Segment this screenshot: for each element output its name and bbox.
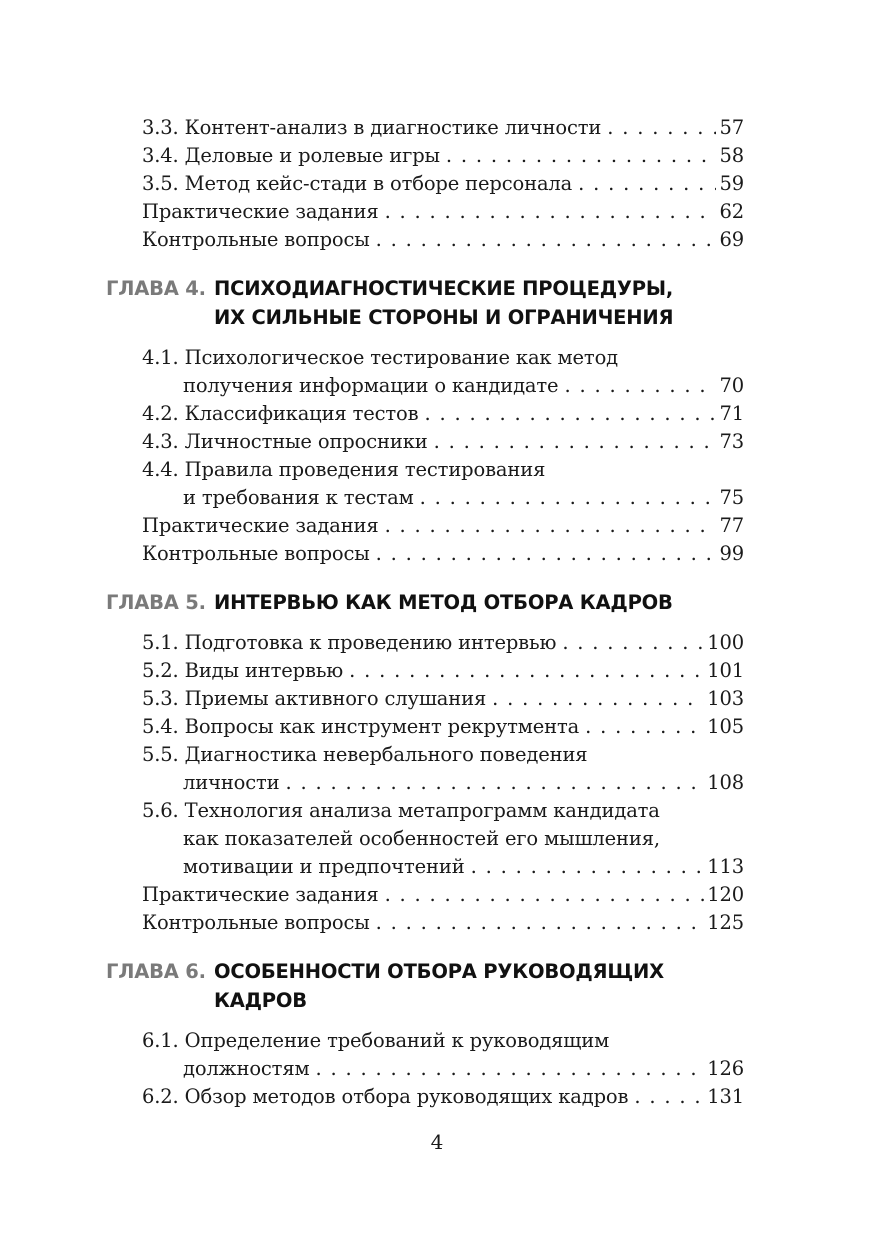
toc-entry-line: [142, 428, 744, 456]
toc-entry-line: [142, 512, 744, 540]
toc-entry-text: 3.5. Метод кейс-стади в отборе персонала: [142, 172, 573, 195]
toc-entry[interactable]: [142, 456, 744, 512]
dot-leader: [585, 713, 704, 741]
toc-entry-text: Практические задания: [142, 514, 379, 537]
toc-entry-line: [142, 1083, 744, 1111]
toc-entry[interactable]: [142, 1027, 744, 1083]
toc-entry-line: [142, 769, 744, 797]
chapter-title-line: ПСИХОДИАГНОСТИЧЕСКИЕ ПРОЦЕДУРЫ,: [214, 277, 674, 300]
toc-entry-text: 5.3. Приемы активного слушания: [142, 687, 487, 710]
toc-entry[interactable]: [142, 226, 744, 254]
toc-entry-text: 5.2. Виды интервью: [142, 659, 344, 682]
toc-entry-line: [142, 713, 744, 741]
dot-leader: [564, 372, 716, 400]
toc-entry[interactable]: [142, 540, 744, 568]
toc-entry-text: Практические задания: [142, 883, 379, 906]
toc-entry[interactable]: [142, 741, 744, 797]
toc-entry-line: [142, 226, 744, 254]
page-number: 4: [430, 1130, 444, 1154]
toc-entry-text: 4.4. Правила проведения тестирования: [142, 458, 546, 481]
toc-entry-line: [142, 114, 744, 142]
toc-entry-text: 5.4. Вопросы как инструмент рекрутмента: [142, 715, 580, 738]
chapter-title-line: КАДРОВ: [214, 989, 307, 1012]
chapter-label: ГЛАВА 6.: [106, 960, 206, 983]
toc-entry-page: 57: [719, 116, 744, 139]
dot-leader: [492, 685, 704, 713]
chapter-heading: [106, 274, 786, 332]
toc-entry-line: [142, 629, 744, 657]
dot-leader: [286, 769, 705, 797]
toc-entry-page: 59: [719, 172, 744, 195]
toc-entry-line: [142, 372, 744, 400]
chapter-title-line: ИХ СИЛЬНЫЕ СТОРОНЫ И ОГРАНИЧЕНИЯ: [214, 306, 674, 329]
toc-entry-text: 3.3. Контент-анализ в диагностике личности: [142, 116, 602, 139]
toc-entry-page: 100: [707, 631, 744, 654]
toc-entry[interactable]: [142, 142, 744, 170]
chapter-heading: [106, 588, 786, 617]
toc-entry[interactable]: [142, 713, 744, 741]
toc-entry-line: [142, 400, 744, 428]
toc-entry-text: 4.3. Личностные опросники: [142, 430, 428, 453]
toc-entry[interactable]: [142, 114, 744, 142]
toc-entry-page: 58: [719, 144, 744, 167]
toc-entry[interactable]: [142, 428, 744, 456]
toc-entry-line: [142, 853, 744, 881]
toc-entry[interactable]: [142, 881, 744, 909]
dot-leader: [471, 853, 705, 881]
toc-entry-line: [142, 170, 744, 198]
dot-leader: [385, 881, 705, 909]
dot-leader: [376, 226, 717, 254]
dot-leader: [316, 1055, 705, 1083]
toc-entry-page: 113: [707, 855, 744, 878]
toc-entry-page: 69: [719, 228, 744, 251]
toc-entry-page: 70: [719, 374, 744, 397]
toc-entry-line: [142, 484, 744, 512]
toc-entry-text: 5.6. Технология анализа метапрограмм кандидата: [142, 799, 660, 822]
dot-leader: [376, 909, 705, 937]
toc-entry[interactable]: [142, 198, 744, 226]
toc-entry-line: [142, 909, 744, 937]
chapter-title-line: ИНТЕРВЬЮ КАК МЕТОД ОТБОРА КАДРОВ: [214, 591, 673, 614]
toc-entry-text: личности: [183, 771, 280, 794]
toc-entry-page: 105: [707, 715, 744, 738]
dot-leader: [376, 540, 717, 568]
toc-entry-text: 5.5. Диагностика невербального поведения: [142, 743, 588, 766]
toc-entry-page: 125: [707, 911, 744, 934]
toc-entry-line: [142, 1055, 744, 1083]
toc-entry-line: [142, 657, 744, 685]
toc-entry[interactable]: [142, 685, 744, 713]
toc-entry-page: 108: [707, 771, 744, 794]
dot-leader: [385, 198, 717, 226]
toc-entry-text: как показателей особенностей его мышления,: [183, 827, 660, 850]
chapter-title: [214, 588, 673, 617]
toc-entry[interactable]: [142, 657, 744, 685]
toc-entry-text: Контрольные вопросы: [142, 228, 370, 251]
toc-entry-text: 4.2. Классификация тестов: [142, 402, 419, 425]
toc-entry-page: 131: [707, 1085, 744, 1108]
dot-leader: [562, 629, 704, 657]
dot-leader: [446, 142, 717, 170]
toc-entry-text: 6.2. Обзор методов отбора руководящих кадров: [142, 1085, 629, 1108]
toc-entry-text: 4.1. Психологическое тестирование как метод: [142, 346, 619, 369]
toc-entry[interactable]: [142, 797, 744, 881]
toc-entry-page: 120: [707, 883, 744, 906]
chapter-title-line: ОСОБЕННОСТИ ОТБОРА РУКОВОДЯЩИХ: [214, 960, 664, 983]
toc-entry-page: 126: [707, 1057, 744, 1080]
chapter-label: ГЛАВА 5.: [106, 591, 206, 614]
toc-entry[interactable]: [142, 909, 744, 937]
dot-leader: [424, 400, 716, 428]
dot-leader: [349, 657, 704, 685]
chapter-heading: [106, 957, 786, 1015]
toc-entry-page: 101: [707, 659, 744, 682]
toc-entry-text: и требования к тестам: [183, 486, 414, 509]
toc-entry-page: 103: [707, 687, 744, 710]
chapter-title: [214, 957, 664, 1015]
dot-leader: [434, 428, 717, 456]
toc-entry-line: [142, 881, 744, 909]
toc-entry-line: [142, 198, 744, 226]
toc-entry[interactable]: [142, 170, 744, 198]
toc-entry-page: 62: [719, 200, 744, 223]
toc-entry[interactable]: [142, 512, 744, 540]
toc-entry[interactable]: [142, 629, 744, 657]
toc-entry-line: [142, 142, 744, 170]
dot-leader: [634, 1083, 704, 1111]
toc-entry[interactable]: [142, 400, 744, 428]
toc-entry-page: 77: [719, 514, 744, 537]
dot-leader: [385, 512, 717, 540]
toc-entry-text: получения информации о кандидате: [183, 374, 559, 397]
toc-entry-text: мотивации и предпочтений: [183, 855, 465, 878]
chapter-label: ГЛАВА 4.: [106, 277, 206, 300]
toc-entry-text: 6.1. Определение требований к руководящим: [142, 1029, 610, 1052]
dot-leader: [578, 170, 716, 198]
toc-entry-text: должностям: [183, 1057, 310, 1080]
toc-entry-text: 3.4. Деловые и ролевые игры: [142, 144, 440, 167]
chapter-title: [214, 274, 673, 332]
toc-entry-text: Контрольные вопросы: [142, 542, 370, 565]
toc-entry-line: [142, 540, 744, 568]
toc-entry-page: 75: [719, 486, 744, 509]
toc-entry[interactable]: [142, 344, 744, 400]
toc-entry-text: Практические задания: [142, 200, 379, 223]
toc-entry-text: Контрольные вопросы: [142, 911, 370, 934]
toc-entry-page: 99: [719, 542, 744, 565]
toc-entry-page: 71: [719, 402, 744, 425]
dot-leader: [607, 114, 716, 142]
dot-leader: [420, 484, 717, 512]
toc-entry-page: 73: [719, 430, 744, 453]
toc-entry-text: 5.1. Подготовка к проведению интервью: [142, 631, 557, 654]
toc-entry[interactable]: [142, 1083, 744, 1111]
toc-entry-line: [142, 685, 744, 713]
